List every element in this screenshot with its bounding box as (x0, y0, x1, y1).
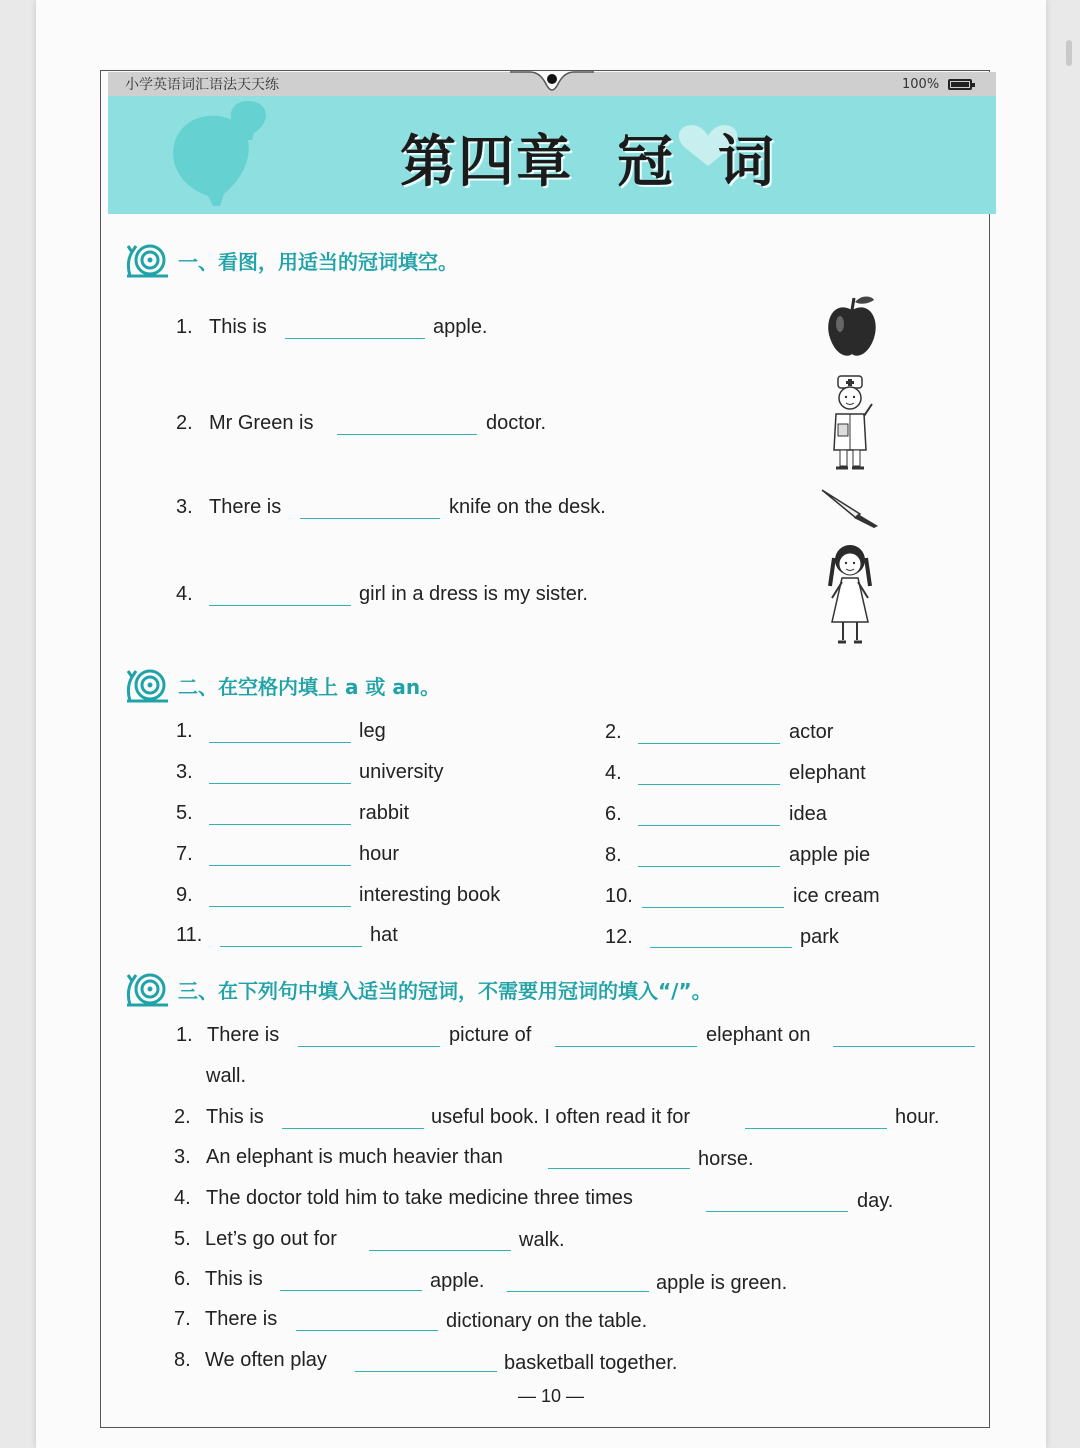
s3-q2-part2: useful book. I often read it for (431, 1106, 691, 1128)
s2-q3-word: university (359, 761, 444, 783)
s2-q5-word: rabbit (359, 802, 410, 824)
s2-q2-blank[interactable] (638, 743, 780, 744)
s3-q4-blank1[interactable] (706, 1211, 848, 1212)
s3-q4-part2: day. (857, 1190, 894, 1212)
s3-q3-part1: An elephant is much heavier than (206, 1146, 503, 1168)
s3-q6-blank2[interactable] (507, 1291, 649, 1292)
s2-q10-word: ice cream (793, 885, 880, 907)
s1-q4-after: girl in a dress is my sister. (359, 583, 588, 605)
s3-q3-blank1[interactable] (548, 1168, 690, 1169)
s2-q6-word: idea (789, 803, 827, 825)
s2-q7-num: 7. (176, 843, 193, 865)
s2-q8-word: apple pie (789, 844, 871, 866)
s2-q9-blank[interactable] (209, 906, 351, 907)
s1-q2-after: doctor. (486, 412, 547, 434)
battery-icon (948, 79, 972, 90)
s3-q1-part2: picture of (449, 1024, 532, 1046)
s3-q1-blank2[interactable] (555, 1046, 697, 1047)
doctor-icon (826, 374, 876, 472)
scrollbar[interactable] (1066, 40, 1072, 66)
s2-q6-blank[interactable] (638, 825, 780, 826)
s3-q5-blank1[interactable] (369, 1250, 511, 1251)
s2-q1-word: leg (359, 720, 386, 742)
s3-q1-part4: wall. (206, 1065, 247, 1087)
s3-q2-blank2[interactable] (745, 1128, 887, 1129)
section-1-title: 一、看图，用适当的冠词填空。 (178, 249, 458, 274)
s2-q4-num: 4. (605, 762, 622, 784)
s3-q8-num: 8. (174, 1349, 191, 1371)
s1-q1-after: apple. (433, 316, 488, 338)
s2-q11-blank[interactable] (220, 946, 362, 947)
section-1-heading (124, 242, 458, 278)
s3-q3-num: 3. (174, 1146, 191, 1168)
s2-q12-word: park (800, 926, 839, 948)
s2-q2-num: 2. (605, 721, 622, 743)
s2-q10-num: 10. (605, 885, 633, 907)
s2-q2-word: actor (789, 721, 834, 743)
s3-q8-part1: We often play (205, 1349, 327, 1371)
s3-q4-num: 4. (174, 1187, 191, 1209)
s2-q12-blank[interactable] (650, 947, 792, 948)
s2-q8-blank[interactable] (638, 866, 780, 867)
s1-q3-num: 3. (176, 496, 193, 518)
s2-q9-word: interesting book (359, 884, 501, 906)
s3-q7-blank1[interactable] (296, 1330, 438, 1331)
s3-q7-part2: dictionary on the table. (446, 1310, 648, 1332)
s3-q6-num: 6. (174, 1268, 191, 1290)
s2-q7-word: hour (359, 843, 400, 865)
s1-q3-blank[interactable] (300, 518, 440, 519)
s2-q11-word: hat (370, 924, 398, 946)
section-3-heading (124, 971, 712, 1007)
girl-icon (824, 542, 876, 646)
s1-q3-after: knife on the desk. (449, 496, 606, 518)
s2-q5-num: 5. (176, 802, 193, 824)
s1-q1-num: 1. (176, 316, 193, 338)
page-number: — 10 — (518, 1386, 585, 1406)
s2-q10-blank[interactable] (642, 907, 784, 908)
snail-icon (124, 971, 170, 1007)
s2-q4-blank[interactable] (638, 784, 780, 785)
battery-percent: 100% (902, 77, 940, 92)
s2-q8-num: 8. (605, 844, 622, 866)
s3-q6-part2: apple. (430, 1270, 485, 1292)
s3-q8-blank1[interactable] (355, 1371, 497, 1372)
section-2-heading (124, 667, 440, 703)
book-title: 小学英语词汇语法天天练 (125, 77, 279, 93)
s3-q1-part3: elephant on (706, 1024, 811, 1046)
s2-q6-num: 6. (605, 803, 622, 825)
s3-q6-part3: apple is green. (656, 1272, 788, 1294)
s3-q1-num: 1. (176, 1024, 193, 1046)
s3-q1-blank1[interactable] (298, 1046, 440, 1047)
s2-q12-num: 12. (605, 926, 633, 948)
s1-q4-num: 4. (176, 583, 193, 605)
s2-q5-blank[interactable] (209, 824, 351, 825)
s3-q2-num: 2. (174, 1106, 191, 1128)
s2-q9-num: 9. (176, 884, 193, 906)
s1-q4-blank[interactable] (209, 605, 351, 606)
section-2-title: 二、在空格内填上 a 或 an。 (178, 674, 441, 699)
s3-q5-part2: walk. (519, 1229, 565, 1251)
s2-q11-num: 11. (176, 924, 203, 946)
s1-q3-before: There is (209, 496, 282, 518)
s3-q2-blank1[interactable] (282, 1128, 424, 1129)
section-3-title: 三、在下列句中填入适当的冠词，不需要用冠词的填入“/”。 (178, 978, 712, 1003)
s3-q6-part1: This is (205, 1268, 263, 1290)
apple-icon (822, 292, 882, 362)
s1-q2-before: Mr Green is (209, 412, 314, 434)
s3-q7-part1: There is (205, 1308, 278, 1330)
s2-q3-num: 3. (176, 761, 193, 783)
s3-q4-part1: The doctor told him to take medicine three times (206, 1187, 633, 1209)
s3-q1-part1: There is (207, 1024, 280, 1046)
s2-q1-num: 1. (176, 720, 193, 742)
s2-q1-blank[interactable] (209, 742, 351, 743)
s3-q5-part1: Let’s go out for (205, 1228, 337, 1250)
s3-q2-part1: This is (206, 1106, 264, 1128)
s3-q5-num: 5. (174, 1228, 191, 1250)
s3-q7-num: 7. (174, 1308, 191, 1330)
s3-q1-blank3[interactable] (833, 1046, 975, 1047)
s2-q7-blank[interactable] (209, 865, 351, 866)
s3-q3-part2: horse. (698, 1148, 754, 1170)
s1-q1-blank[interactable] (285, 338, 425, 339)
s2-q4-word: elephant (789, 762, 866, 784)
s1-q2-num: 2. (176, 412, 193, 434)
chapter-title: 第四章 冠 词 (400, 130, 776, 195)
s3-q8-part2: basketball together. (504, 1352, 678, 1374)
snail-icon (124, 242, 170, 278)
s2-q3-blank[interactable] (209, 783, 351, 784)
s3-q2-part3: hour. (895, 1106, 940, 1128)
s3-q6-blank1[interactable] (280, 1290, 422, 1291)
knife-icon (820, 486, 882, 528)
s1-q1-before: This is (209, 316, 267, 338)
s1-q2-blank[interactable] (337, 434, 477, 435)
snail-icon (124, 667, 170, 703)
